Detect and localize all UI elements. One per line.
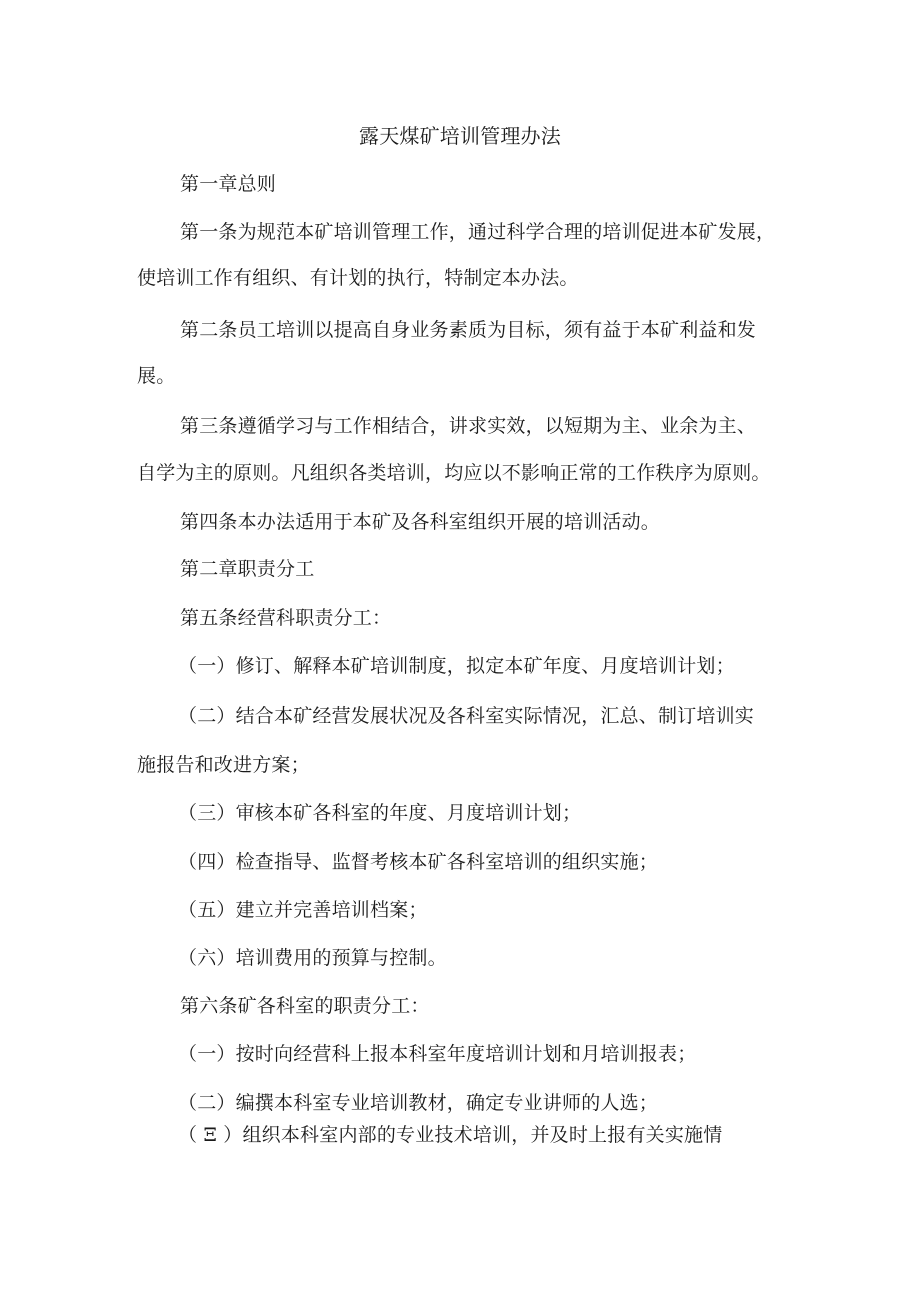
article-6-item-2: （二）编撰本科室专业培训教材，确定专业讲师的人选； <box>178 1092 659 1114</box>
article-6-item-1: （一）按时向经营科上报本科室年度培训计划和月培训报表； <box>178 1043 697 1065</box>
article-1-line-1: 第一条为规范本矿培训管理工作，通过科学合理的培训促进本矿发展， <box>180 221 776 243</box>
article-5-item-2-line-1: （二）结合本矿经营发展状况及各科室实际情况，汇总、制订培训实 <box>178 705 755 727</box>
document-title: 露天煤矿培训管理办法 <box>359 124 561 148</box>
article-5-item-6: （六）培训费用的预算与控制。 <box>178 947 447 969</box>
article-2-line-1: 第二条员工培训以提高自身业务素质为目标，须有益于本矿利益和发 <box>180 319 757 341</box>
article-4: 第四条本办法适用于本矿及各科室组织开展的培训活动。 <box>180 511 661 533</box>
chapter-2-heading: 第二章职责分工 <box>180 558 315 580</box>
article-5-item-5: （五）建立并完善培训档案； <box>178 899 428 921</box>
article-2-line-2: 展。 <box>137 365 176 387</box>
article-5-item-2-line-2: 施报告和改进方案； <box>137 754 310 776</box>
article-3-line-1: 第三条遵循学习与工作相结合，讲求实效，以短期为主、业余为主、 <box>180 415 757 437</box>
article-1-line-2: 使培训工作有组织、有计划的执行，特制定本办法。 <box>137 267 579 289</box>
article-6-item-3: （ Ξ ）组织本科室内部的专业技术培训，并及时上报有关实施情 <box>178 1124 723 1146</box>
article-5-item-4: （四）检查指导、监督考核本矿各科室培训的组织实施； <box>178 851 659 873</box>
article-5-item-1: （一）修订、解释本矿培训制度，拟定本矿年度、月度培训计划； <box>178 655 735 677</box>
chapter-1-heading: 第一章总则 <box>180 173 277 195</box>
article-5-item-3: （三）审核本矿各科室的年度、月度培训计划； <box>178 802 582 824</box>
article-6: 第六条矿各科室的职责分工： <box>180 995 430 1017</box>
article-3-line-2: 自学为主的原则。凡组织各类培训，均应以不影响正常的工作秩序为原则。 <box>137 462 771 484</box>
article-5: 第五条经营科职责分工： <box>180 607 392 629</box>
